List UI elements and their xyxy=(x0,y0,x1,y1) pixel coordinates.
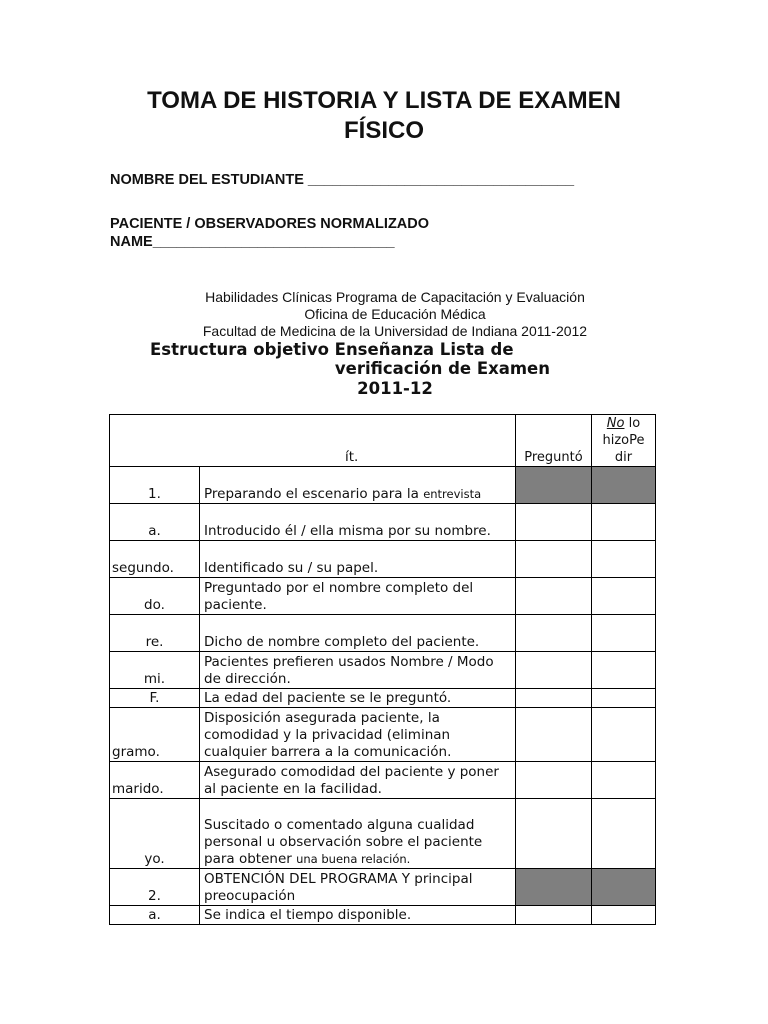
subtitle-line-2: verificación de Examen xyxy=(334,359,550,378)
row-text xyxy=(200,578,516,615)
not-asked-cell[interactable] xyxy=(592,504,656,541)
document-title xyxy=(110,86,658,146)
not-asked-cell[interactable] xyxy=(592,689,656,708)
row-text-main: La edad del paciente se le preguntó. xyxy=(204,690,452,706)
patient-label: PACIENTE / OBSERVADORES NORMALIZADO xyxy=(110,216,430,232)
row-text-main: Suscitado o comentado alguna cualidad personal u observación sobre el paciente para obtener xyxy=(204,817,483,867)
table-row xyxy=(110,708,656,762)
office-line: Oficina de Educación Médica xyxy=(304,306,486,322)
student-name-field: NOMBRE DEL ESTUDIANTE _________________________________ xyxy=(110,172,575,188)
row-number: yo. xyxy=(110,799,200,869)
header-not-asked xyxy=(592,415,656,467)
row-number: 2. xyxy=(110,869,200,906)
row-text-small: entrevista xyxy=(423,487,482,501)
row-text xyxy=(200,689,516,708)
row-text xyxy=(200,906,516,925)
row-text-main: Preparando el escenario para la xyxy=(204,486,419,502)
row-text-main: Disposición asegurada paciente, la comodidad y la privacidad (eliminan cualquier barrera a la comunicación. xyxy=(204,710,452,760)
row-text-main: Se indica el tiempo disponible. xyxy=(204,907,412,923)
row-text-main: Identificado su / su papel. xyxy=(204,560,379,576)
table-row xyxy=(110,906,656,925)
asked-cell[interactable] xyxy=(516,762,592,799)
title-line-1: TOMA DE HISTORIA Y LISTA DE EXAMEN xyxy=(147,87,621,114)
asked-cell[interactable] xyxy=(516,799,592,869)
row-text xyxy=(200,708,516,762)
table-row xyxy=(110,799,656,869)
header-asked: Preguntó xyxy=(516,415,592,467)
table-header-row xyxy=(110,415,656,467)
row-text xyxy=(200,652,516,689)
row-number: gramo. xyxy=(110,708,200,762)
table-row xyxy=(110,689,656,708)
row-text-main: Asegurado comodidad del paciente y poner al paciente en la facilidad. xyxy=(204,764,499,797)
row-text xyxy=(200,869,516,906)
row-text xyxy=(200,799,516,869)
row-text-main: Dicho de nombre completo del paciente. xyxy=(204,634,480,650)
asked-cell[interactable] xyxy=(516,708,592,762)
table-row xyxy=(110,541,656,578)
row-number: mi. xyxy=(110,652,200,689)
table-row xyxy=(110,762,656,799)
table-row xyxy=(110,615,656,652)
row-text xyxy=(200,541,516,578)
not-asked-cell[interactable] xyxy=(592,652,656,689)
row-number: segundo. xyxy=(110,541,200,578)
not-asked-cell[interactable] xyxy=(592,541,656,578)
title-line-2: FÍSICO xyxy=(343,117,424,144)
asked-cell[interactable] xyxy=(516,504,592,541)
program-line: Habilidades Clínicas Programa de Capacitación y Evaluación xyxy=(205,289,585,305)
asked-cell[interactable] xyxy=(516,869,592,906)
subtitle-line-3: 2011-12 xyxy=(357,379,433,398)
header-item: ít. xyxy=(110,415,516,467)
not-asked-cell[interactable] xyxy=(592,615,656,652)
row-number: do. xyxy=(110,578,200,615)
asked-cell[interactable] xyxy=(516,689,592,708)
row-number: re. xyxy=(110,615,200,652)
not-asked-cell[interactable] xyxy=(592,762,656,799)
row-text xyxy=(200,467,516,504)
row-text-small: una buena relación. xyxy=(296,852,411,866)
table-row xyxy=(110,869,656,906)
asked-cell[interactable] xyxy=(516,578,592,615)
not-asked-cell[interactable] xyxy=(592,708,656,762)
patient-name-field: NAME______________________________ xyxy=(110,234,395,250)
header-no: No xyxy=(606,416,625,431)
asked-cell[interactable] xyxy=(516,906,592,925)
row-text xyxy=(200,504,516,541)
asked-cell[interactable] xyxy=(516,652,592,689)
faculty-line: Facultad de Medicina de la Universidad de Indiana 2011-2012 xyxy=(202,323,588,339)
row-number: marido. xyxy=(110,762,200,799)
not-asked-cell[interactable] xyxy=(592,869,656,906)
not-asked-cell[interactable] xyxy=(592,906,656,925)
table-row xyxy=(110,504,656,541)
header-no-rest: lo hizoPe dir xyxy=(602,416,645,465)
subtitle-line-1: Estructura objetivo Enseñanza Lista de xyxy=(150,340,514,359)
not-asked-cell[interactable] xyxy=(592,799,656,869)
row-text xyxy=(200,615,516,652)
row-number: 1. xyxy=(110,467,200,504)
table-row xyxy=(110,467,656,504)
row-number: a. xyxy=(110,504,200,541)
asked-cell[interactable] xyxy=(516,615,592,652)
asked-cell[interactable] xyxy=(516,467,592,504)
checklist-table xyxy=(109,414,656,925)
row-text-main: OBTENCIÓN DEL PROGRAMA Y principal preocupación xyxy=(204,871,473,904)
row-text-main: Introducido él / ella misma por su nombre. xyxy=(204,523,491,539)
row-number: F. xyxy=(110,689,200,708)
table-row xyxy=(110,652,656,689)
row-text-main: Preguntado por el nombre completo del paciente. xyxy=(204,580,474,613)
row-text-main: Pacientes prefieren usados Nombre / Modo de dirección. xyxy=(204,654,494,687)
not-asked-cell[interactable] xyxy=(592,578,656,615)
asked-cell[interactable] xyxy=(516,541,592,578)
row-text xyxy=(200,762,516,799)
not-asked-cell[interactable] xyxy=(592,467,656,504)
row-number: a. xyxy=(110,906,200,925)
table-row xyxy=(110,578,656,615)
